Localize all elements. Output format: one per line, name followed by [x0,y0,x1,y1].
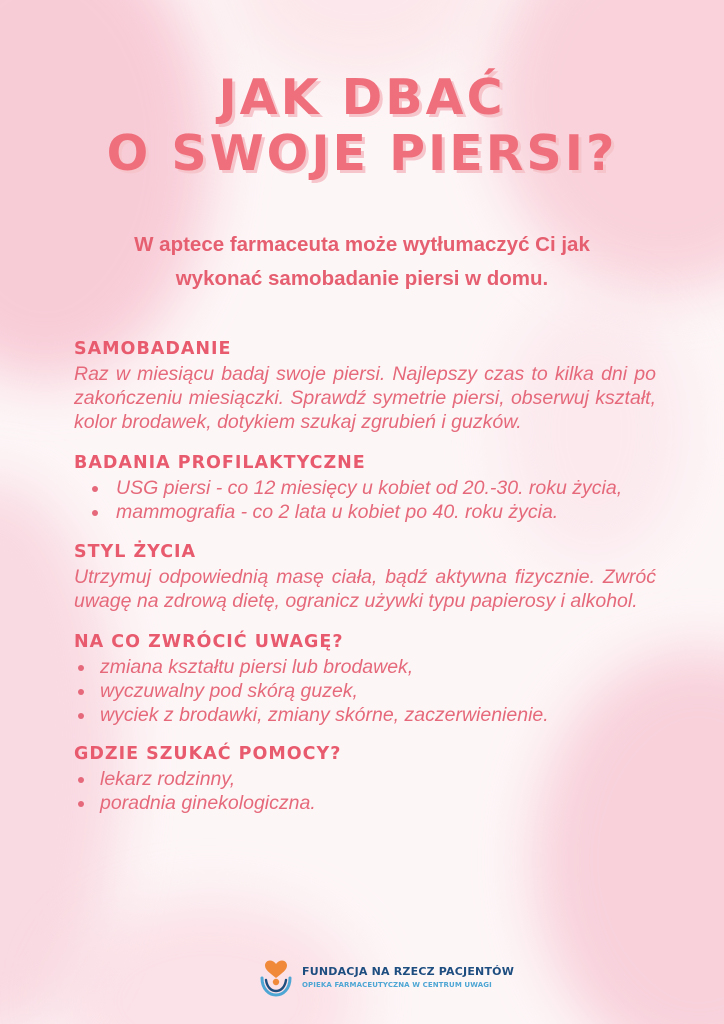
list-item: lekarz rodzinny, [74,767,656,791]
section-heading: GDZIE SZUKAĆ POMOCY? [74,744,342,764]
organization-name: FUNDACJA NA RZECZ PACJENTÓW [302,964,515,978]
section-heading: BADANIA PROFILAKTYCZNE [74,453,366,473]
list-item: zmiana kształtu piersi lub brodawek, [74,655,656,679]
list-item: mammografia - co 2 lata u kobiet po 40. roku życia. [74,500,656,524]
section-self-exam [74,337,656,434]
list-item: USG piersi - co 12 miesięcy u kobiet od 20.-30. roku życia, [74,476,656,500]
bullet-list [74,476,656,524]
organization-tagline: OPIEKA FARMACEUTYCZNA W CENTRUM UWAGI [302,980,492,989]
section-text: Raz w miesiącu badaj swoje piersi. Najlepszy czas to kilka dni po zakończeniu miesiączki. Sprawdź symetrie piersi, obserwuj kształt, kolor brodawek, dotykiem szukaj zgrubień i guzków. [74,363,656,433]
section-heading: SAMOBADANIE [74,339,232,359]
section-heading: NA CO ZWRÓCIĆ UWAGĘ? [74,632,344,652]
section-help [74,742,656,815]
list-item: wyciek z brodawki, zmiany skórne, zaczerwienienie. [74,703,656,727]
heart-person-icon [258,956,294,998]
section-screening [74,451,656,524]
poster-title [0,70,724,182]
section-lifestyle [74,540,656,613]
logo-text [302,964,514,991]
title-line-1: JAK DBAĆ [218,69,506,126]
intro-text: W aptece farmaceuta może wytłumaczyć Ci jak wykonać samobadanie piersi w domu. [134,233,590,290]
list-item: wyczuwalny pod skórą guzek, [74,679,656,703]
bullet-list [74,767,656,815]
section-heading: STYL ŻYCIA [74,542,197,562]
title-line-2: O SWOJE PIERSI? [106,125,618,182]
section-text: Utrzymuj odpowiednią masę ciała, bądź aktywna fizycznie. Zwróć uwagę na zdrową dietę, ogranicz używki typu papierosy i alkohol. [74,566,656,612]
foundation-logo [258,956,518,998]
list-item: poradnia ginekologiczna. [74,791,656,815]
content-sections [74,337,656,815]
section-warning-signs [74,630,656,727]
bullet-list [74,655,656,727]
